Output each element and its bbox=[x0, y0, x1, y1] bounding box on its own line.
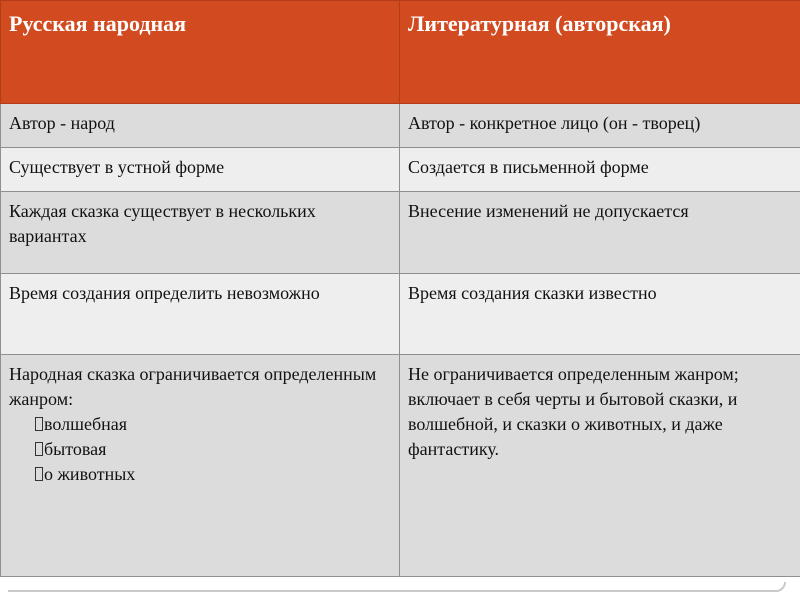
cell-folk-variants: Каждая сказка существует в нескольких вариантах bbox=[1, 192, 400, 274]
bullet-icon bbox=[35, 442, 43, 456]
cell-folk-time: Время создания определить невозможно bbox=[1, 274, 400, 355]
table-row bbox=[1, 192, 800, 274]
table-row bbox=[1, 104, 800, 148]
table-header-row bbox=[1, 1, 800, 104]
cell-folk-author: Автор - народ bbox=[1, 104, 400, 148]
cell-literary-genre bbox=[400, 355, 800, 577]
bullet-icon bbox=[35, 417, 43, 431]
folk-genre-intro: Народная сказка ограничивается определенным жанром: bbox=[9, 364, 377, 409]
table-row bbox=[1, 274, 800, 355]
cell-literary-variants: Внесение изменений не допускается bbox=[400, 192, 800, 274]
genre-label: бытовая bbox=[44, 439, 107, 459]
header-folk-tale: Русская народная bbox=[1, 1, 400, 104]
table-row bbox=[1, 355, 800, 577]
page-curl-decoration bbox=[8, 582, 786, 592]
genre-label: волшебная bbox=[44, 414, 128, 434]
list-item bbox=[27, 437, 393, 462]
bullet-icon bbox=[35, 467, 43, 481]
cell-literary-author: Автор - конкретное лицо (он - творец) bbox=[400, 104, 800, 148]
literary-genre-line-1: Не ограничивается определенным жанром; bbox=[408, 364, 739, 384]
cell-literary-time: Время создания сказки известно bbox=[400, 274, 800, 355]
literary-genre-line-2: включает в себя черты и бытовой сказки, и волшебной, и сказки о животных, и даже фантастику. bbox=[408, 389, 738, 459]
cell-folk-genre bbox=[1, 355, 400, 577]
list-item bbox=[27, 412, 393, 437]
cell-literary-form: Создается в письменной форме bbox=[400, 148, 800, 192]
header-literary-tale: Литературная (авторская) bbox=[400, 1, 800, 104]
genre-label: о животных bbox=[44, 464, 136, 484]
genre-list bbox=[9, 412, 393, 487]
cell-folk-form: Существует в устной форме bbox=[1, 148, 400, 192]
list-item bbox=[27, 462, 393, 487]
table-row bbox=[1, 148, 800, 192]
